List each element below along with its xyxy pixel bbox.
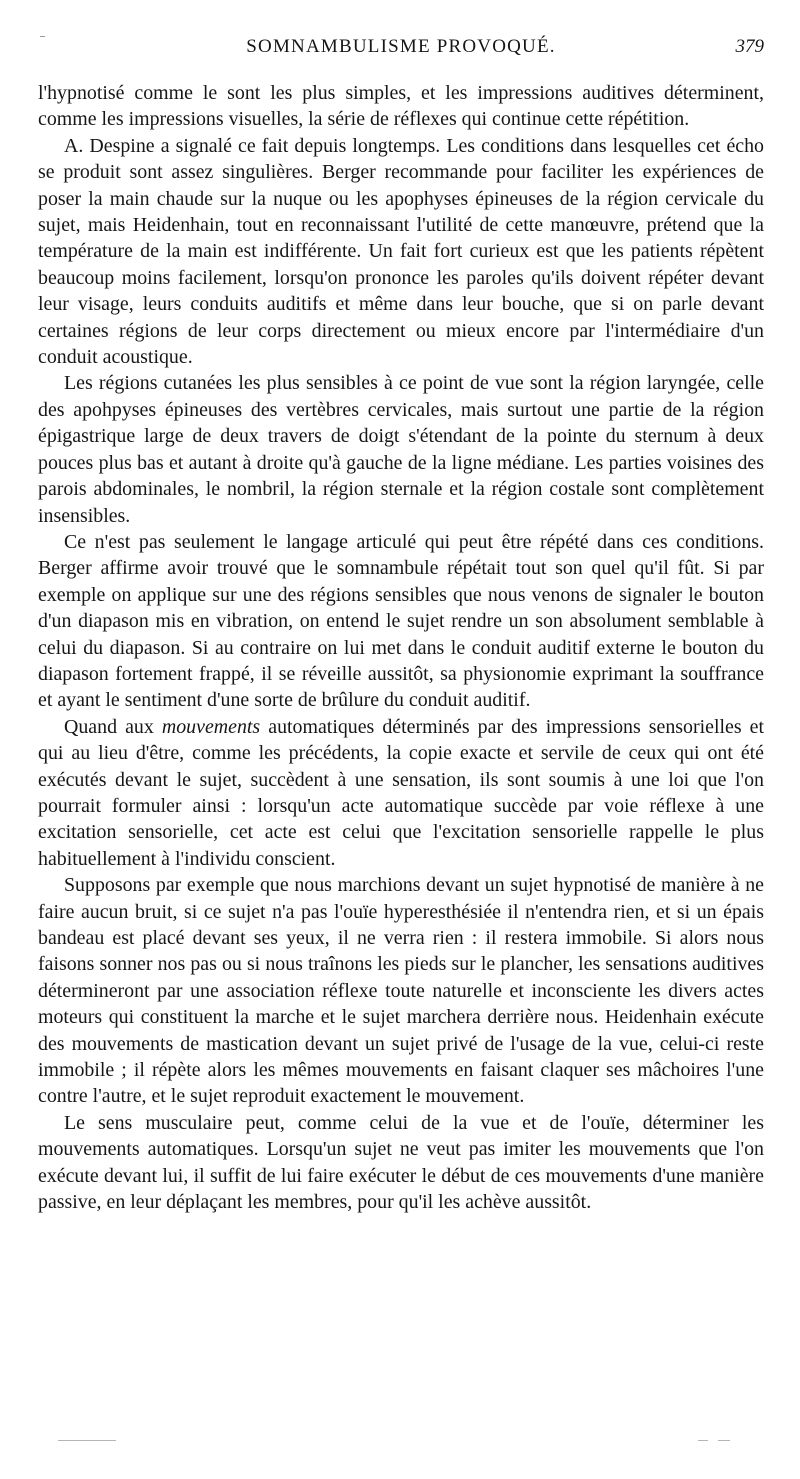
paragraph-text-after: automatiques déterminés par des impressions sensorielles et qui au lieu d'être, comme les précédents, la copie exacte et servile de ceux qui ont été exécutés devant le sujet, succèdent à une sensation, ils sont soumis à une loi que l'on pourrait formuler ainsi : lorsqu'un acte automatique succède par voie réflexe à une excitation sensorielle, cet acte est celui que l'excitation sensorielle rappelle le plus habituellement à l'individu conscient.: [38, 715, 764, 870]
paragraph-repeated-sounds: Ce n'est pas seulement le langage articulé qui peut être répété dans ces conditions. Berger affirme avoir trouvé que le somnambule répétait tout son quel qu'il fût. Si par exemple on applique sur une des régions sensibles que nous venons de signaler le bouton d'un diapason mis en vibration, on entend le sujet rendre un son absolument semblable à celui du diapason. Si au contraire on lui met dans le conduit auditif externe le bouton du diapason fortement frappé, il se réveille aussitôt, sa physionomie exprimant la souffrance et ayant le sentiment d'une sorte de brûlure du conduit auditif.: [38, 530, 764, 712]
footer-scan-marks: [58, 1440, 764, 1446]
running-title: SOMNAMBULISME PROVOQUÉ.: [246, 36, 556, 57]
paragraph-muscular-sense: Le sens musculaire peut, comme celui de la vue et de l'ouïe, déterminer les mouvements automatiques. Lorsqu'un sujet ne veut pas imiter les mouvements que l'on exécute devant lui, il suffit de lui faire exécuter le début de ces mouvements d'une manière passive, en leur déplaçant les membres, pour qu'il les achève aussitôt.: [38, 1111, 764, 1214]
emphasized-term: mouvements: [161, 715, 261, 738]
paragraph-walking-example: Supposons par exemple que nous marchions devant un sujet hypnotisé de manière à ne faire aucun bruit, si ce sujet n'a pas l'ouïe hyperesthésiée il n'entendra rien, et si un épais bandeau est placé devant ses yeux, il ne verra rien : il restera immobile. Si alors nous faisons sonner nos pas ou si nous traînons les pieds sur le plancher, les sensations auditives détermineront par une association réflexe toute naturelle et inconsciente les divers actes moteurs qui constituent la marche et le sujet marchera derrière nous. Heidenhain exécute des mouvements de mastication devant un sujet privé de l'usage de la vue, celui-ci reste immobile ; il répète alors les mêmes mouvements en faisant claquer ses mâchoires l'une contre l'autre, et le sujet reproduit exactement le mouvement.: [38, 874, 764, 1108]
body-text: [38, 80, 764, 1215]
book-page: [38, 0, 764, 1215]
paragraph-automatic-movements: [38, 714, 764, 872]
page-number: 379: [735, 36, 764, 57]
paragraph-sensitive-regions: Les régions cutanées les plus sensibles à ce point de vue sont la région laryngée, celle des apohpyses épineuses des vertèbres cervicales, mais surtout une partie de la région épigastrique large de deux travers de doigt s'étendant de la pointe du sternum à deux pouces plus bas et autant à droite qu'à gauche de la ligne médiane. Les parties voisines des parois abdominales, le nombril, la région sternale et la région costale sont complètement insensibles.: [38, 372, 764, 527]
paragraph-continuation: l'hypnotisé comme le sont les plus simples, et les impressions auditives déterminent, comme les impressions visuelles, la série de réflexes qui continue cette répétition.: [38, 82, 764, 131]
paragraph-text-before: Quand aux: [64, 715, 162, 738]
paragraph-despine-echo: A. Despine a signalé ce fait depuis longtemps. Les conditions dans lesquelles cet écho se produit sont assez singulières. Berger recommande pour faciliter les expériences de poser la main chaude sur la nuque ou les apophyses épineuses de la région cervicale du sujet, mais Heidenhain, tout en reconnaissant l'utilité de cette manœuvre, prétend que la température de la main est indifférente. Un fait fort curieux est que les patients répètent beaucoup moins facilement, lorsqu'on prononce les paroles qu'ils doivent répéter devant leur visage, leurs conduits auditifs et même dans leur bouche, que si on parle devant certaines régions de leur corps directement ou mieux encore par l'intermédiaire d'un conduit acoustique.: [38, 134, 764, 369]
running-header: [38, 36, 764, 80]
